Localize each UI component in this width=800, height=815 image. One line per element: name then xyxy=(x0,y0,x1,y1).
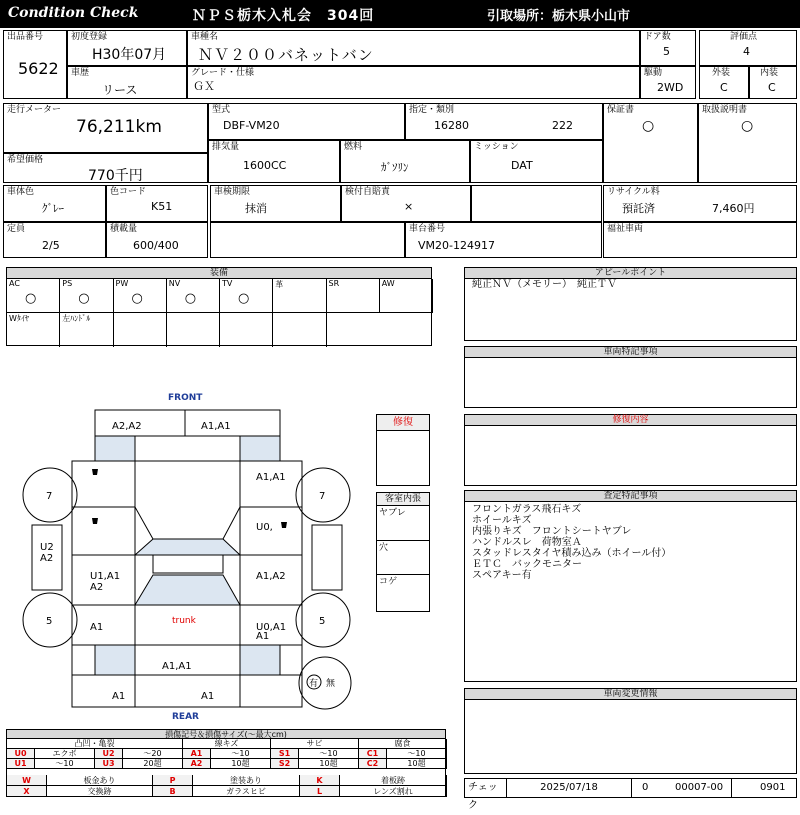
legend-desc: レンズ割れ xyxy=(340,786,447,797)
change-title: 車両変更情報 xyxy=(465,689,796,700)
grade-label: グレード・仕様 xyxy=(191,68,255,78)
condition-check-title: Condition Check xyxy=(8,5,139,21)
exterior-cell xyxy=(699,66,749,99)
legend-desc: エクボ xyxy=(35,749,95,759)
legend-code: A1 xyxy=(183,749,211,759)
interior-row-label: ヤブレ xyxy=(379,508,406,518)
model-label: 型式 xyxy=(212,105,231,115)
notes-panel xyxy=(464,346,797,408)
equipment-label: NV xyxy=(168,279,181,288)
first-reg-value: H30年07月 xyxy=(92,47,167,63)
capacity-cell xyxy=(3,222,106,258)
interior-value: C xyxy=(768,81,776,94)
check-zero-value: 0 xyxy=(642,782,649,793)
mission-cell xyxy=(470,140,603,183)
damage-legend xyxy=(6,729,446,797)
car-name-cell xyxy=(187,30,640,66)
grade-value: ＧＸ xyxy=(193,80,215,93)
legend-desc: 10超 xyxy=(211,759,271,769)
interior-row-hole xyxy=(377,541,429,575)
interior-label: 内装 xyxy=(760,68,779,78)
score-value: 4 xyxy=(743,45,750,58)
capacity-label: 定員 xyxy=(7,224,26,234)
equipment-cell xyxy=(220,279,273,313)
doors-label: ドア数 xyxy=(644,32,671,42)
color-value: ｸﾞﾚｰ xyxy=(42,202,64,215)
equipment-cell xyxy=(167,279,220,313)
mark-top-right: A1,A1 xyxy=(201,421,231,432)
recycle-cell xyxy=(603,185,797,222)
mark-left-door2: U1,A1 xyxy=(90,571,121,582)
recycle-status: 預託済 xyxy=(622,202,655,215)
price-cell xyxy=(3,153,208,183)
history-cell xyxy=(67,66,187,99)
legend-code: S2 xyxy=(271,759,299,769)
legend-header: 腐食 xyxy=(359,739,447,749)
seat-icon xyxy=(92,469,98,475)
mark-top-left: A2,A2 xyxy=(112,421,142,432)
legend-code: U1 xyxy=(7,759,35,769)
mileage-value: 76,211km xyxy=(76,117,162,137)
tire-front-right: 7 xyxy=(319,491,326,502)
mark-front-right: A1,A1 xyxy=(256,472,286,483)
equipment-cell xyxy=(60,279,113,313)
load-value: 600/400 xyxy=(133,239,179,252)
liability-value: × xyxy=(404,200,414,213)
displacement-label: 排気量 xyxy=(212,142,240,152)
manual-cell xyxy=(698,103,797,183)
score-label: 評価点 xyxy=(730,32,758,42)
equipment-label: AC xyxy=(9,279,20,288)
load-label: 積載量 xyxy=(110,224,138,234)
mark-left-door2b: A2 xyxy=(90,582,104,593)
legend-desc: 10超 xyxy=(387,759,447,769)
drive-cell xyxy=(640,66,696,99)
legend-code: B xyxy=(153,786,193,797)
exterior-value: C xyxy=(720,81,728,94)
designation-cell xyxy=(405,103,603,140)
equipment-cell xyxy=(380,279,433,313)
mileage-label: 走行メーター xyxy=(7,105,62,115)
inspection-cell xyxy=(210,185,341,222)
equipment-label: PW xyxy=(115,279,129,288)
inspection-notes-text: フロントガラス飛石キズ ホイールキズ 内張りキズ フロントシートヤブレ ハンドルスレ 荷物室Ａ スタッドレスタイヤ積み込み（ホイール付） ＥＴＣ バックモニター スペアキー有 xyxy=(472,504,672,581)
equipment-label: Wﾀｲﾔ xyxy=(9,314,29,323)
legend-desc: ～10 xyxy=(35,759,95,769)
displacement-value: 1600CC xyxy=(243,159,287,172)
exterior-label: 外装 xyxy=(712,68,731,78)
legend-title: 損傷記号＆損傷サイズ(～最大cm) xyxy=(7,730,445,739)
rear-label: REAR xyxy=(172,712,199,722)
equipment-cell xyxy=(114,279,167,313)
equipment-cell xyxy=(273,313,326,347)
equipment-label: AW xyxy=(381,279,395,288)
model-cell xyxy=(208,103,405,140)
legend-code: K xyxy=(300,775,340,786)
interior-row-tear xyxy=(377,506,429,541)
recycle-label: リサイクル料 xyxy=(607,187,660,197)
spare-yes: 有 xyxy=(309,679,319,689)
legend-code: P xyxy=(153,775,193,786)
chassis-cell xyxy=(405,222,602,258)
equipment-label: PS xyxy=(62,279,73,288)
liability-cell xyxy=(341,185,471,222)
equipment-cell xyxy=(7,313,60,347)
legend-header: 線キズ xyxy=(183,739,271,749)
legend-desc: ～10 xyxy=(387,749,447,759)
interior-lining-box xyxy=(376,492,430,612)
lot-label: 出品番号 xyxy=(7,32,44,42)
welfare-cell xyxy=(603,222,797,258)
mark-rear-bumper: A1,A1 xyxy=(162,661,192,672)
legend-code: W xyxy=(7,775,47,786)
inspection-label: 車検期限 xyxy=(214,187,251,197)
mark-bottom-right: A1 xyxy=(201,691,215,702)
first-reg-label: 初度登録 xyxy=(71,32,108,42)
chassis-label: 車台番号 xyxy=(409,224,446,234)
color-label: 車体色 xyxy=(7,187,35,197)
tire-rear-left: 5 xyxy=(46,616,53,627)
repair-box xyxy=(376,414,430,486)
model-value: DBF-VM20 xyxy=(223,119,280,132)
inspection-notes-panel xyxy=(464,490,797,682)
equipment-cell xyxy=(60,313,113,347)
equipment-label: TV xyxy=(222,279,233,288)
mark-left-rear: A1 xyxy=(90,622,104,633)
history-value: リース xyxy=(102,83,138,97)
lot-number-cell xyxy=(3,30,67,99)
fuel-value: ｶﾞｿﾘﾝ xyxy=(381,161,409,174)
grade-cell xyxy=(187,66,640,99)
check-label: チェック xyxy=(465,779,507,797)
repair-title: 修復内容 xyxy=(465,415,796,426)
check-num: 0901 xyxy=(760,782,786,793)
interior-row-label: コゲ xyxy=(379,577,398,587)
legend-header: サビ xyxy=(271,739,359,749)
legend-code: U2 xyxy=(95,749,123,759)
equipment-value: ○ xyxy=(78,291,90,306)
lot-number: 5622 xyxy=(18,59,59,78)
legend-desc: 板金あり xyxy=(47,775,153,786)
interior-row-burn xyxy=(377,575,429,611)
fuel-cell xyxy=(340,140,470,183)
equipment-value: ○ xyxy=(184,291,197,306)
legend-code: C1 xyxy=(359,749,387,759)
color-code-value: K51 xyxy=(151,200,173,213)
car-damage-diagram xyxy=(0,385,440,725)
legend-code: U0 xyxy=(7,749,35,759)
category-value: 222 xyxy=(552,119,573,132)
equipment-cell xyxy=(7,279,60,313)
drive-label: 駆動 xyxy=(644,68,663,78)
manual-value: ○ xyxy=(741,118,754,134)
legend-code: X xyxy=(7,786,47,797)
footer-bar xyxy=(464,778,797,811)
legend-desc: 塗装あり xyxy=(193,775,300,786)
legend-desc: 着板跡 xyxy=(340,775,447,786)
legend-desc: ～10 xyxy=(299,749,359,759)
first-reg-cell xyxy=(67,30,187,66)
seat-icon xyxy=(92,518,98,524)
legend-header: 凸凹・亀裂 xyxy=(7,739,183,749)
load-cell xyxy=(106,222,208,258)
equipment-label: SR xyxy=(328,279,340,288)
history-label: 車歴 xyxy=(71,68,90,78)
mark-right-door2: A1,A2 xyxy=(256,571,286,582)
mark-right-rear-a: U0,A1 xyxy=(256,622,287,633)
designation-value: 16280 xyxy=(434,119,469,132)
equipment-cell xyxy=(273,279,326,313)
repair-panel xyxy=(464,414,797,486)
notes-title: 車両特記事項 xyxy=(465,347,796,358)
tire-rear-right: 5 xyxy=(319,616,326,627)
repair-box-title: 修復 xyxy=(377,415,429,431)
equipment-cell xyxy=(167,313,220,347)
equipment-cell xyxy=(114,313,167,347)
equipment-panel xyxy=(6,267,432,346)
mileage-cell xyxy=(3,103,208,153)
legend-desc: ガラスヒビ xyxy=(193,786,300,797)
manual-label: 取扱説明書 xyxy=(702,105,748,115)
legend-code: C2 xyxy=(359,759,387,769)
interior-lining-title: 客室内張 xyxy=(377,493,429,506)
legend-desc: ～20 xyxy=(123,749,183,759)
mark-right-door1: U0, xyxy=(256,522,273,533)
price-value: 770千円 xyxy=(88,168,143,184)
front-label: FRONT xyxy=(168,393,203,403)
appeal-panel xyxy=(464,267,797,341)
mark-left-side-b: A2 xyxy=(40,553,54,564)
legend-desc: 10超 xyxy=(299,759,359,769)
check-code: 00007-00 xyxy=(675,782,724,793)
appeal-text: 純正ＮＶ（メモリー） 純正ＴＶ xyxy=(472,279,617,290)
displacement-cell xyxy=(208,140,340,183)
equipment-title: 装備 xyxy=(7,268,431,279)
warranty-value: ○ xyxy=(642,118,655,134)
legend-desc: 交換跡 xyxy=(47,786,153,797)
mark-bottom-left: A1 xyxy=(112,691,126,702)
equipment-label: 革 xyxy=(275,280,284,289)
blank-cell-2 xyxy=(210,222,405,258)
car-name-label: 車種名 xyxy=(191,32,219,42)
legend-desc: ～10 xyxy=(211,749,271,759)
legend-code: S1 xyxy=(271,749,299,759)
doors-cell xyxy=(640,30,696,66)
capacity-value: 2/5 xyxy=(42,239,60,252)
equipment-cell xyxy=(327,279,380,313)
liability-label: 検付自賠責 xyxy=(345,187,391,197)
warranty-label: 保証書 xyxy=(607,105,635,115)
tire-front-left: 7 xyxy=(46,491,53,502)
spare-none: 無 xyxy=(326,679,336,689)
chassis-value: VM20-124917 xyxy=(418,239,495,252)
designation-label: 指定・類別 xyxy=(409,105,455,115)
legend-code: A2 xyxy=(183,759,211,769)
interior-cell xyxy=(749,66,797,99)
appeal-title: アピールポイント xyxy=(465,268,796,279)
inspection-notes-title: 査定特記事項 xyxy=(465,491,796,502)
legend-code: U3 xyxy=(95,759,123,769)
car-name-value: ＮＶ２００バネットバン xyxy=(198,46,374,64)
equipment-label: 左ﾊﾝﾄﾞﾙ xyxy=(62,314,91,323)
check-date: 2025/07/18 xyxy=(507,779,632,797)
doors-value: 5 xyxy=(663,45,670,58)
seat-icon xyxy=(281,522,287,528)
color-code-label: 色コード xyxy=(110,187,147,197)
auction-title: ＮＰＳ栃木入札会 304回 xyxy=(192,8,375,24)
equipment-value: ○ xyxy=(238,291,250,306)
equipment-value: ○ xyxy=(131,291,143,306)
fuel-label: 燃料 xyxy=(344,142,363,152)
warranty-cell xyxy=(603,103,698,183)
blank-cell xyxy=(471,185,602,222)
score-cell xyxy=(699,30,797,66)
legend-code: L xyxy=(300,786,340,797)
equipment-cell xyxy=(220,313,273,347)
mission-value: DAT xyxy=(511,159,533,172)
pickup-location: 引取場所：栃木県小山市 xyxy=(487,9,631,24)
mark-left-side-a: U2 xyxy=(40,542,54,553)
equipment-value: ○ xyxy=(25,291,37,306)
header-bar xyxy=(0,0,800,28)
mark-right-rear-b: A1 xyxy=(256,631,270,642)
price-label: 希望価格 xyxy=(7,155,44,165)
inspection-value: 抹消 xyxy=(245,202,267,215)
welfare-label: 福祉車両 xyxy=(607,224,644,234)
trunk-label: trunk xyxy=(172,616,196,626)
equipment-grid xyxy=(7,279,433,347)
drive-value: 2WD xyxy=(657,81,684,94)
interior-row-label: 穴 xyxy=(379,543,389,553)
legend-desc: 20超 xyxy=(123,759,183,769)
color-cell xyxy=(3,185,106,222)
mission-label: ミッション xyxy=(474,142,519,152)
change-panel xyxy=(464,688,797,774)
recycle-amount: 7,460円 xyxy=(712,202,755,215)
color-code-cell xyxy=(106,185,208,222)
